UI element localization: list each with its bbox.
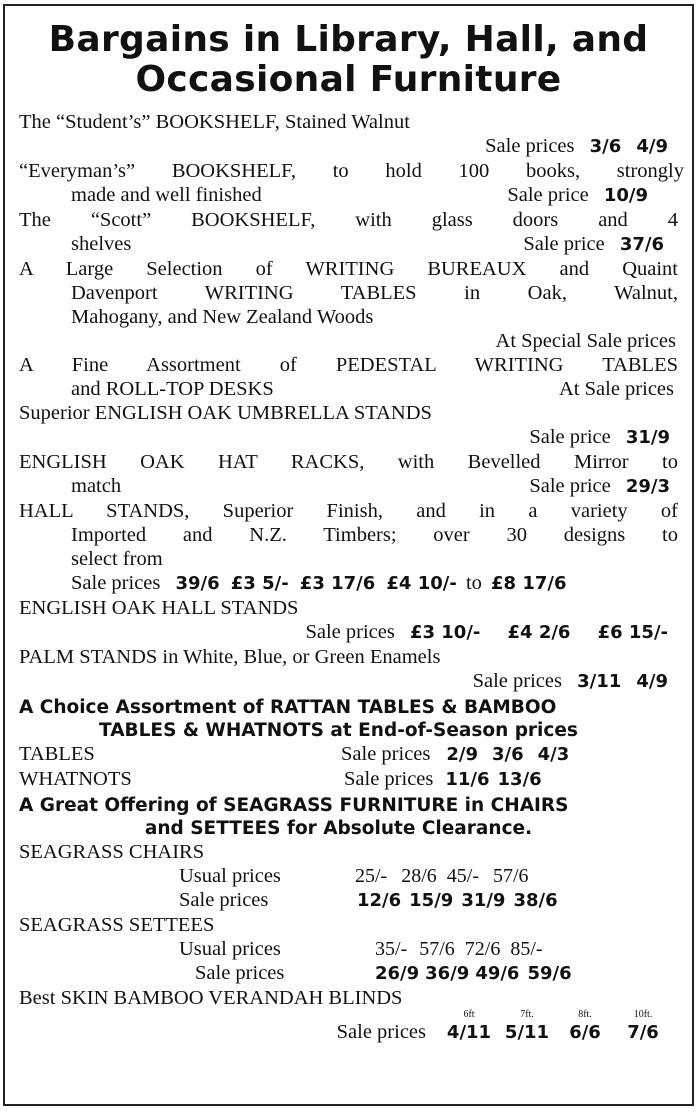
size-label: 6ft	[463, 1009, 475, 1020]
sale-label: Sale prices	[472, 670, 562, 692]
seagrass-heading-1: A Great Offering of SEAGRASS FURNITURE in CHAIRS	[19, 795, 569, 816]
sale-label: Sale price	[529, 475, 611, 497]
title-line-2: Occasional Furniture	[135, 59, 562, 100]
students-prices	[19, 134, 678, 159]
seagrass-chairs: SEAGRASS CHAIRS	[19, 841, 205, 863]
price: 4/3	[537, 744, 570, 765]
hallstands-line-3: select from	[71, 548, 163, 570]
hatracks-line-2	[19, 474, 678, 499]
seagrass-heading-2: and SETTEES for Absolute Clearance.	[144, 818, 533, 839]
oak-hall-stands: ENGLISH OAK HALL STANDS	[19, 597, 299, 619]
price: £3 10/-	[409, 622, 481, 643]
blind-sizes	[19, 1010, 678, 1020]
ad-title	[5, 20, 692, 100]
pedestal-line-2	[19, 377, 678, 401]
bureaux-line-1: A Large Selection of WRITING BUREAUX and Quaint	[19, 258, 678, 280]
sale-label: Sale prices	[179, 889, 269, 911]
price: 49/6	[475, 963, 520, 984]
sale-label: Sale prices	[195, 962, 285, 984]
description: match	[71, 475, 122, 497]
sale-label: Sale prices	[344, 768, 434, 790]
price: £4 2/6	[507, 622, 571, 643]
usual-label: Usual prices	[179, 938, 281, 960]
price: £8 17/6	[491, 573, 567, 594]
price: 31/9	[461, 890, 506, 911]
sale-label: Sale price	[523, 233, 605, 255]
ad-body	[5, 110, 692, 1045]
chairs-sale-row	[19, 888, 678, 913]
description: and ROLL-TOP DESKS	[71, 378, 274, 400]
price: 4/9	[636, 671, 668, 692]
price: 36/9	[425, 963, 470, 984]
blinds-prices	[19, 1020, 678, 1045]
price: 3/6	[589, 136, 622, 157]
settees-usual-row	[19, 937, 678, 961]
price: 15/9	[409, 890, 454, 911]
everyman-line-2	[19, 183, 678, 208]
usual-price: 28/6	[401, 865, 437, 887]
rattan-heading-2: TABLES & WHATNOTS at End-of-Season prices	[99, 720, 578, 741]
price: 37/6	[619, 234, 664, 255]
price: 11/6	[445, 769, 490, 790]
seagrass-settees: SEAGRASS SETTEES	[19, 914, 215, 936]
hatracks-line-1: ENGLISH OAK HAT RACKS, with Bevelled Mirror to	[19, 451, 678, 473]
price: 13/6	[497, 769, 542, 790]
description: shelves	[71, 233, 132, 255]
to-word: to	[465, 572, 482, 594]
price: 2/9	[446, 744, 478, 765]
sale-label: Sale prices	[485, 135, 575, 157]
scott-bookshelf: The “Scott” BOOKSHELF, with glass doors and 4	[19, 209, 678, 231]
umbrella-price	[19, 425, 678, 450]
price: £6 15/-	[597, 622, 668, 643]
description: made and well finished	[71, 184, 262, 206]
hallstands-line-2: Imported and N.Z. Timbers; over 30 designs to	[71, 524, 678, 546]
price: 38/6	[513, 890, 558, 911]
bureaux-line-2: Davenport WRITING TABLES in Oak, Walnut,	[71, 282, 678, 304]
bureaux-line-3: Mahogany, and New Zealand Woods	[71, 306, 374, 328]
sale-label: Sale price	[507, 184, 589, 206]
sale-label: Sale prices	[336, 1021, 426, 1043]
size-label: 7ft.	[520, 1009, 534, 1020]
students-bookshelf: The “Student’s” BOOKSHELF, Stained Walnut	[19, 111, 410, 133]
price: 29/3	[625, 476, 670, 497]
oak-hall-prices	[19, 620, 678, 645]
usual-price: 45/-	[446, 865, 479, 887]
verandah-blinds: Best SKIN BAMBOO VERANDAH BLINDS	[19, 987, 403, 1009]
advertisement	[3, 4, 694, 1106]
price: 26/9	[375, 963, 420, 984]
umbrella-stands: Superior ENGLISH OAK UMBRELLA STANDS	[19, 402, 432, 424]
everyman-bookshelf: “Everyman’s” BOOKSHELF, to hold 100 books, strongly	[19, 160, 684, 182]
sale-label: Sale prices	[341, 743, 431, 765]
price: 31/9	[625, 427, 670, 448]
settees-sale-row	[19, 961, 678, 986]
bureaux-price-label: At Special Sale prices	[495, 330, 676, 352]
price: 12/6	[357, 890, 402, 911]
palm-prices	[19, 669, 678, 694]
hallstands-line-1: HALL STANDS, Superior Finish, and in a variety of	[19, 500, 678, 522]
rattan-whatnots-row	[19, 767, 678, 792]
sale-label: Sale prices	[305, 621, 395, 643]
usual-price: 57/6	[419, 938, 455, 960]
rattan-tables-row	[19, 742, 678, 767]
usual-price: 35/-	[375, 938, 408, 960]
price: £3 17/6	[299, 573, 376, 594]
usual-label: Usual prices	[179, 865, 281, 887]
sale-label: Sale price	[529, 426, 611, 448]
price: 59/6	[527, 963, 572, 984]
price: 4/9	[636, 136, 668, 157]
usual-price: 25/-	[355, 865, 388, 887]
usual-price: 72/6	[464, 938, 501, 960]
price: 6/6	[569, 1022, 601, 1043]
usual-price: 85/-	[510, 938, 543, 960]
price: 5/11	[504, 1022, 550, 1043]
price: 10/9	[603, 185, 648, 206]
item-name: WHATNOTS	[19, 768, 132, 790]
pedestal-line-1: A Fine Assortment of PEDESTAL WRITING TABLES	[19, 354, 678, 376]
chairs-usual-row	[19, 864, 678, 888]
price: 4/11	[446, 1022, 492, 1043]
price: 7/6	[627, 1022, 659, 1043]
item-name: TABLES	[19, 743, 95, 765]
rattan-heading-1: A Choice Assortment of RATTAN TABLES & BAMBOO	[19, 697, 557, 718]
price: 3/6	[492, 744, 524, 765]
price: £4 10/-	[386, 573, 457, 594]
sale-label: Sale prices	[71, 572, 161, 594]
price: £3 5/-	[230, 573, 289, 594]
size-label: 10ft.	[633, 1009, 653, 1020]
scott-line-2	[19, 232, 678, 257]
palm-stands: PALM STANDS in White, Blue, or Green Enamels	[19, 646, 441, 668]
size-label: 8ft.	[578, 1009, 592, 1020]
usual-price: 57/6	[493, 865, 529, 887]
title-line-1: Bargains in Library, Hall, and	[48, 19, 649, 60]
price: 39/6	[175, 573, 220, 594]
sale-label: At Sale prices	[559, 378, 674, 400]
hallstands-prices	[19, 571, 678, 596]
price: 3/11	[577, 671, 622, 692]
